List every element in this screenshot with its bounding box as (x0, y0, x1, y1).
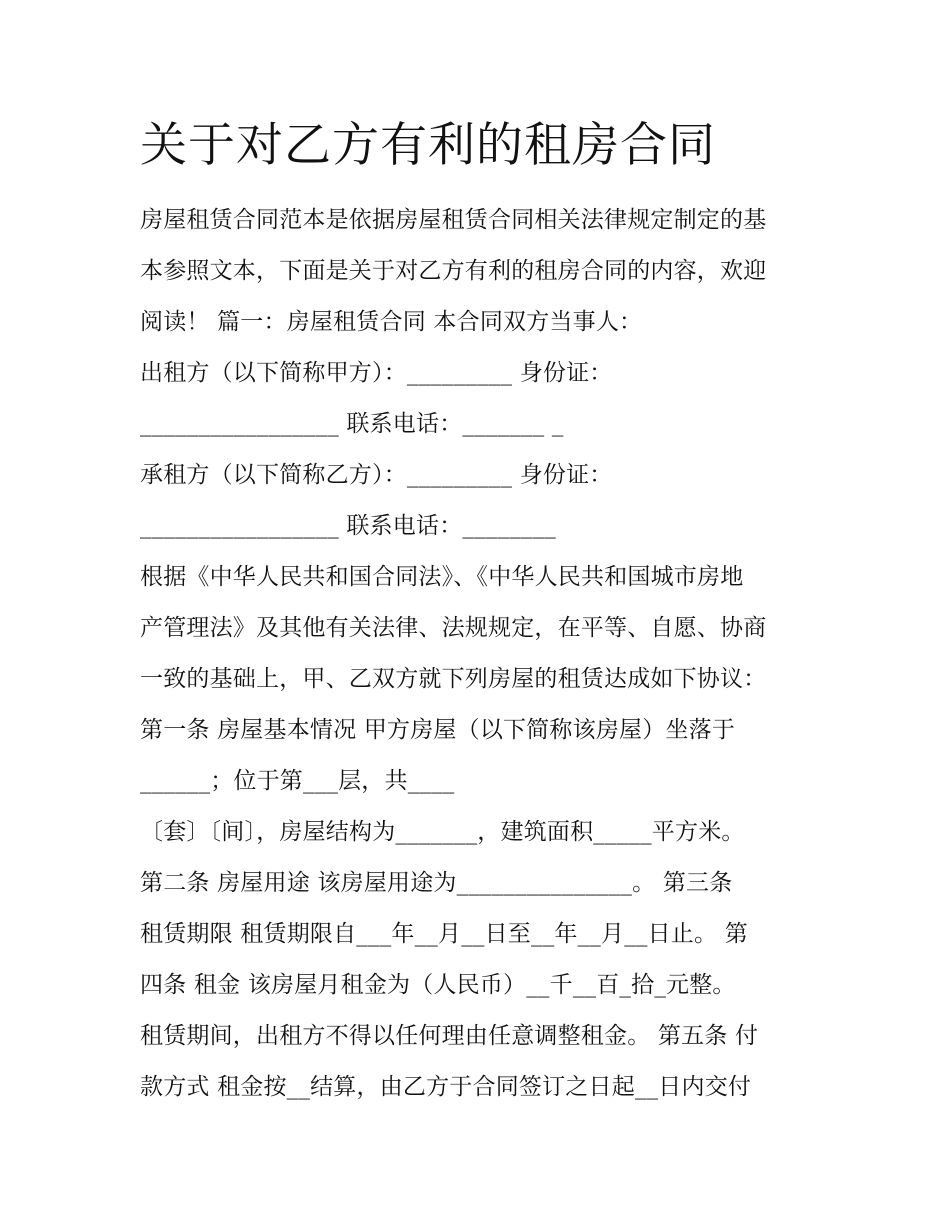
body-line: 〔套〕〔间〕，房屋结构为_______，建筑面积_____平方米。 (140, 819, 745, 845)
body-line: 根据《中华人民共和国合同法》、《中华人民共和国城市房地 (140, 564, 744, 590)
body-line: ______；位于第___层，共____ (140, 768, 455, 794)
body-line: 款方式 租金按__结算，由乙方于合同签订之日起__日内交付 (140, 1074, 752, 1100)
body-line: _________________ 联系电话：_______ _ (140, 411, 564, 437)
body-line: 第二条 房屋用途 该房屋用途为_______________。 第三条 (140, 870, 733, 896)
body-line: 房屋租赁合同范本是依据房屋租赁合同相关法律规定制定的基 (140, 207, 767, 233)
body-line: 租赁期间，出租方不得以任何理由任意调整租金。 第五条 付 (140, 1023, 759, 1049)
body-line: 承租方（以下简称乙方）：_________ 身份证： (140, 462, 613, 488)
body-line: 产管理法》及其他有关法律、法规规定，在平等、自愿、协商 (140, 615, 767, 641)
body-line: 一致的基础上，甲、乙双方就下列房屋的租赁达成如下协议： (140, 666, 767, 692)
body-line: 阅读！ 篇一：房屋租赁合同 本合同双方当事人： (140, 309, 643, 335)
document-title: 关于对乙方有利的租房合同 (140, 118, 716, 173)
body-line: 出租方（以下简称甲方）：_________ 身份证： (140, 360, 613, 386)
body-line: 四条 租金 该房屋月租金为（人民币）__千__百_拾_元整。 (140, 972, 736, 998)
body-line: 本参照文本，下面是关于对乙方有利的租房合同的内容，欢迎 (140, 258, 767, 284)
document-body (140, 195, 830, 1113)
body-line: 第一条 房屋基本情况 甲方房屋（以下简称该房屋）坐落于 (140, 717, 736, 743)
body-line: _________________ 联系电话：________ (140, 513, 557, 539)
body-line: 租赁期限 租赁期限自___年__月__日至__年__月__日止。 第 (140, 921, 748, 947)
